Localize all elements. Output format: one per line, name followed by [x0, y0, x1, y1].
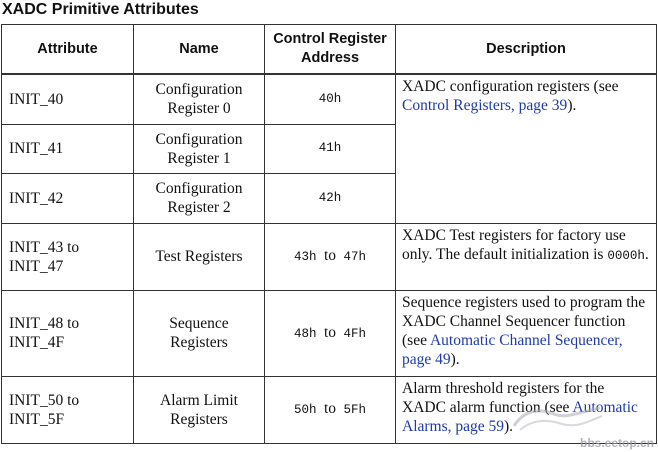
- attribute-line1: INIT_48 to: [9, 315, 80, 332]
- attribute-cell: [2, 223, 134, 290]
- address-to: 5Fh: [343, 403, 367, 417]
- attribute-cell: INIT_40: [2, 74, 134, 124]
- attribute-line1: INIT_43 to: [9, 238, 80, 256]
- address-cell: 42h: [265, 173, 396, 223]
- description-cell: [396, 74, 657, 223]
- description-end: ).: [567, 97, 577, 114]
- name-line1: Sequence: [169, 315, 229, 332]
- header-attribute: Attribute: [2, 25, 134, 75]
- description-end: ).: [504, 417, 514, 435]
- address-cell: 41h: [265, 124, 396, 173]
- name-line2: Register 2: [167, 199, 231, 216]
- table-row: [2, 223, 657, 290]
- description-text: XADC configuration registers (see: [402, 78, 619, 95]
- attribute-line1: INIT_50 to: [9, 391, 80, 409]
- name-cell: [134, 290, 265, 376]
- description-end: .: [644, 245, 649, 263]
- header-description: Description: [396, 25, 657, 75]
- name-cell: [134, 376, 265, 443]
- table-header-row: [2, 25, 657, 75]
- watermark-logo-icon: [510, 404, 606, 434]
- attribute-line2: INIT_5F: [9, 410, 65, 428]
- name-line1: Alarm Limit: [160, 391, 238, 409]
- address-from: 50h: [293, 403, 317, 417]
- control-registers-link[interactable]: Control Registers, page 39: [402, 97, 568, 114]
- address-cell: [265, 223, 396, 290]
- name-line2: Register 1: [167, 149, 231, 167]
- attribute-cell: [2, 290, 134, 376]
- address-to: 47h: [343, 250, 367, 264]
- table-row: [2, 74, 657, 124]
- default-init-code: 0000h: [607, 248, 645, 263]
- address-to: 4Fh: [343, 326, 367, 341]
- table-caption: XADC Primitive Attributes: [2, 1, 199, 18]
- description-cell: [396, 223, 657, 290]
- name-line1: Configuration: [155, 81, 243, 99]
- attribute-line2: INIT_4F: [9, 334, 65, 351]
- xadc-attributes-table: [1, 24, 657, 444]
- attribute-cell: [2, 376, 134, 443]
- address-to-word: to: [323, 323, 337, 341]
- address-cell: 40h: [265, 74, 396, 124]
- header-address: [265, 25, 396, 75]
- address-cell: [265, 376, 396, 443]
- address-to-word: to: [323, 400, 337, 417]
- description-text: Alarm threshold registers for the XADC alarm function (see: [402, 379, 605, 416]
- name-line2: Registers: [170, 334, 228, 351]
- description-end: ).: [450, 350, 460, 368]
- name-cell: [134, 173, 265, 223]
- table-row: [2, 290, 657, 376]
- attribute-line2: INIT_47: [9, 257, 64, 275]
- address-cell: [265, 290, 396, 376]
- automatic-alarms-link[interactable]: Automatic Alarms, page 59: [402, 398, 638, 435]
- description-text: XADC Test registers for factory use only. The default initialization is: [402, 226, 626, 263]
- name-cell: [134, 124, 265, 173]
- attribute-cell: INIT_41: [2, 124, 134, 173]
- description-cell: [396, 290, 657, 376]
- watermark-text: bbs.eetop.cn: [579, 436, 654, 450]
- automatic-channel-sequencer-link[interactable]: Automatic Channel Sequencer, page 49: [402, 331, 623, 368]
- name-line2: Registers: [170, 410, 228, 428]
- name-cell: Test Registers: [134, 223, 265, 290]
- description-text: Sequence registers used to program the XADC Channel Sequencer function (see: [402, 293, 646, 349]
- header-name: Name: [134, 25, 265, 75]
- address-from: 43h: [293, 250, 317, 264]
- name-cell: [134, 74, 265, 124]
- name-line1: Configuration: [155, 130, 243, 148]
- address-from: 48h: [293, 326, 317, 341]
- header-address-line1: Control Register: [273, 31, 387, 47]
- address-to-word: to: [323, 247, 337, 264]
- attribute-cell: INIT_42: [2, 173, 134, 223]
- header-address-line2: Address: [300, 50, 360, 66]
- name-line1: Configuration: [155, 180, 243, 197]
- name-line2: Register 0: [167, 100, 231, 118]
